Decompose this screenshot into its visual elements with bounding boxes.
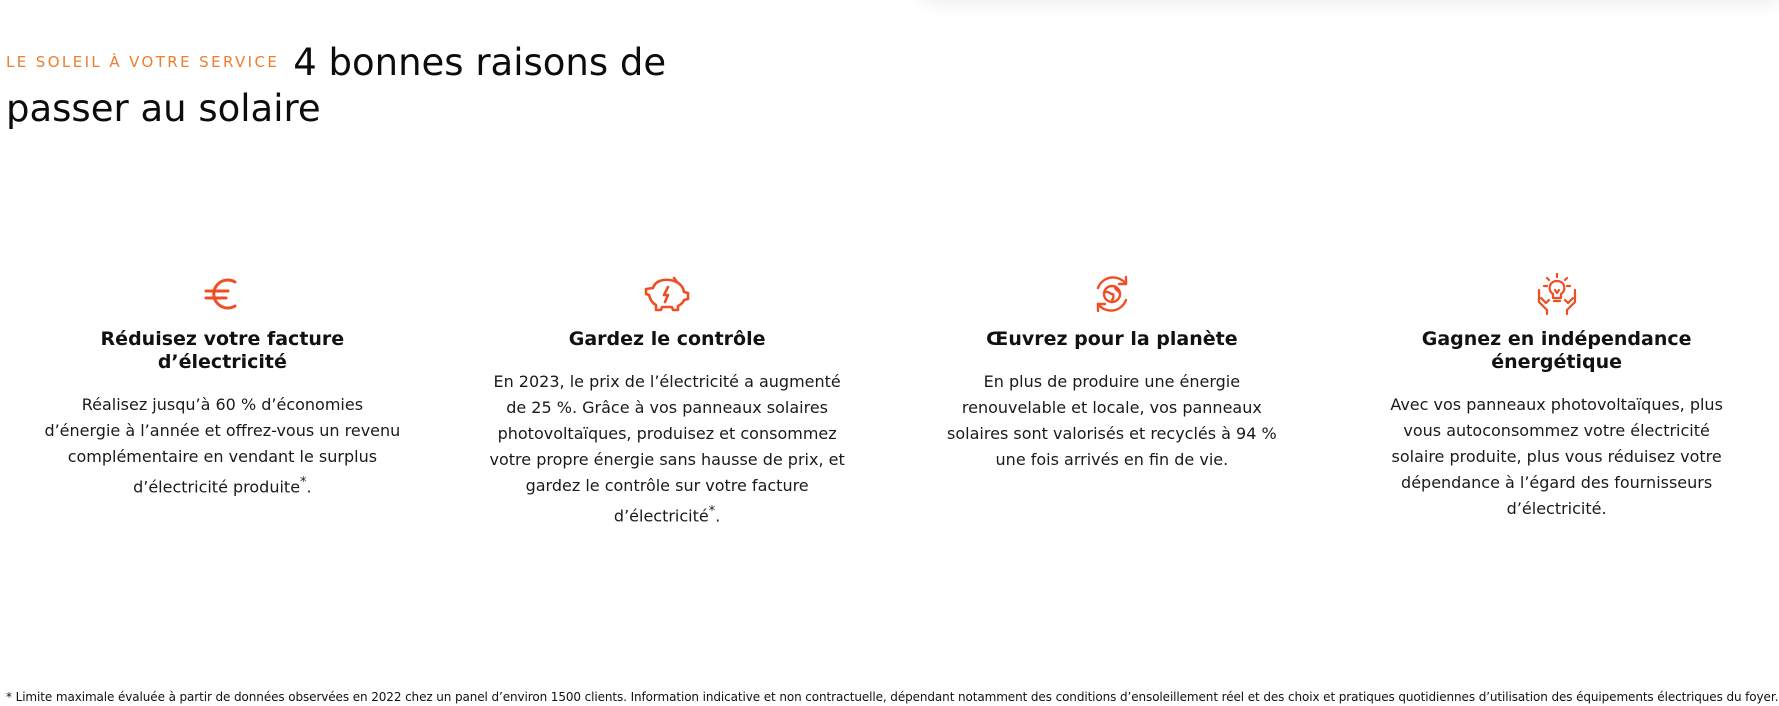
feature-card-planet xyxy=(890,270,1335,529)
section-eyebrow: LE SOLEIL À VOTRE SERVICE xyxy=(6,52,280,71)
features-row xyxy=(0,270,1779,529)
feature-description: En plus de produire une énergie renouvelable et locale, vos panneaux solaires sont valorisés et recyclés à 94 % une fois arrivés en fin de vie. xyxy=(947,372,1277,469)
feature-card-control xyxy=(445,270,890,529)
feature-description: Réalisez jusqu’à 60 % d’économies d’énergie à l’année et offrez-vous un revenu complémentaire en vendant le surplus d’électricité produite*. xyxy=(44,395,401,497)
planet-recycle-icon xyxy=(1088,270,1136,318)
footnote-marker: * xyxy=(708,504,716,519)
feature-description: Avec vos panneaux photovoltaïques, plus vous autoconsommez votre électricité solaire produite, plus vous réduisez votre dépendance à l’égard des fournisseurs d’électricité. xyxy=(1390,395,1723,518)
section-heading xyxy=(6,40,726,132)
disclaimer-footnote: * Limite maximale évaluée à partir de données observées en 2022 chez un panel d’environ 1500 clients. Information indicative et non contractuelle, dépendant notamment des conditions d’ensoleillement réel et des choix et pratiques quotidiennes d’utilisation des équipements électriques du foyer. xyxy=(6,690,1779,704)
hands-lightbulb-icon xyxy=(1533,270,1581,318)
feature-description: En 2023, le prix de l’électricité a augmenté de 25 %. Grâce à vos panneaux solaires photovoltaïques, produisez et consommez votre propre énergie sans hausse de prix, et gardez le contrôle sur votre facture d’électricité*. xyxy=(489,372,845,526)
euro-icon xyxy=(198,270,246,318)
feature-title: Gagnez en indépendance énergétique xyxy=(1421,328,1692,373)
feature-card-independence xyxy=(1334,270,1779,529)
feature-title: Gardez le contrôle xyxy=(568,328,766,350)
section-title: 4 bonnes raisons de passer au solaire xyxy=(6,41,667,130)
piggy-bank-icon xyxy=(643,270,691,318)
footnote-marker: * xyxy=(300,475,307,490)
feature-card-bill xyxy=(0,270,445,529)
feature-title: Œuvrez pour la planète xyxy=(986,328,1238,350)
feature-title: Réduisez votre facture d’électricité xyxy=(100,328,345,373)
